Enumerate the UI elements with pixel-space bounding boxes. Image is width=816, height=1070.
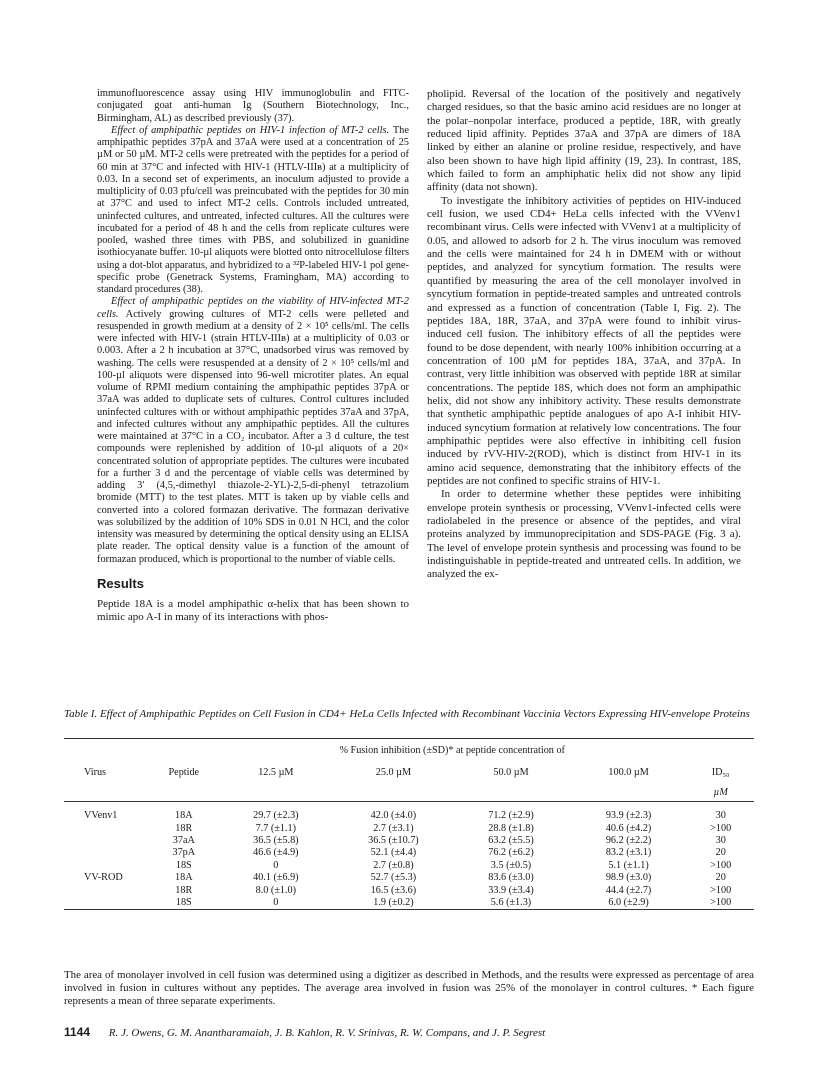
methods-body-infection: The amphipathic peptides 37pA and 37aA were used at a concentration of 25 µM or 50 µM. MT-2 cells were pretreated with the peptides for a period of 60 min at 37°C and infected with HIV-1 (HTLV-IIIʙ) at a multiplicity of 0.03. In a second set of experiments, an inoculum adjusted to provide a multiplicity of 0.03 pfu/cell was preincubated with the peptides for 30 min at 37°C and used to infect MT-2 cells. Controls included untreated, uninfected cultures, and untreated, infected cultures. All the cultures were incubated for a period of 48 h and the cells from replicate cultures were pooled, washed three times with PBS, and solubilized in guanidine isothiocyanate buffer. 10-µl aliquots were blotted onto nitrocellulose filters using a dot-blot apparatus, and hybridized to a ³²P-labeled HIV-1 pol gene-specific probe (Genetrack Systems, Framingham, MA) according to standard procedures (38). [97, 124, 409, 295]
cell-value: 5.1 (±1.1) [608, 859, 649, 871]
table-row [64, 834, 754, 846]
cell-value: 93.9 (±2.3) [605, 810, 652, 822]
table-row [64, 847, 754, 859]
table-header-row [64, 761, 754, 783]
cell-peptide: 18R [175, 884, 193, 896]
cell-value: 0 [273, 896, 279, 908]
cell-value: 2.7 (±0.8) [373, 859, 414, 871]
cell-peptide: 18R [175, 822, 193, 834]
table-row [64, 810, 754, 822]
cell-value: 8.0 (±1.0) [255, 884, 297, 896]
table-row [64, 896, 754, 909]
col-header-conc: 25.0 µM [375, 766, 412, 778]
results-paragraph-1: Peptide 18A is a model amphipathic α-helix that has been shown to mimic apo A-I in many of its interactions with phos- [97, 598, 409, 624]
cell-value: 33.9 (±3.4) [488, 884, 534, 896]
cell-value: 83.6 (±3.0) [488, 872, 534, 884]
cell-value: 98.9 (±3.0) [605, 872, 652, 884]
cell-virus [64, 834, 151, 846]
cell-value: 40.6 (±4.2) [605, 822, 652, 834]
cell-value: 36.5 (±10.7) [368, 834, 419, 846]
table-i [64, 738, 754, 913]
page-number: 1144 [64, 1025, 91, 1039]
methods-body-viability: Actively growing cultures of MT-2 cells were pelleted and resuspended in growth medium at a density of 2 × 10⁵ cells/ml. The cells were infected with HIV-1 (strain HTLV-IIIʙ) at a multiplicity of 0.03 or 0.003. After a 2 h incubation at 37°C, unadsorbed virus was removed by washing. The cells were resuspended at a density of 2 × 10⁵ cells/ml and 100-µl aliquots were dispensed into 96-well microtiter plates. An equal volume of RPMI medium containing the amphipathic peptides 37pA or 37aA was added to duplicate sets of cultures. Control cultures included uninfected cultures with or without amphipathic peptides 37aA and 37pA, and infected cultures without any amphipathic peptides. All the cultures were maintained at 37°C in a CO₂ incubator. After a 3 d culture, the test compounds were replenished by addition of 10-µl aliquots of a 20× concentrated solution of appropriate peptides. The cultures were incubated for a further 3 d and the percentage of viable cells was determined by adding 3′ (4,5,-dimethyl thiazole-2-YL)-2,5-di-phenyl tetrazolium bromide (MTT) to the test plates. MTT is taken up by viable cells and converted into a colored formazan derivative. The formazan derivative was solubilized by the addition of 10% SDS in 0.01 N HCl, and the color intensity was measured by determining the optical density using an ELISA plate reader. The optical density value is a function of the amount of formazan produced, which is proportional to the number of viable cells. [97, 308, 409, 565]
cell-virus [64, 884, 151, 896]
table-footnote: The area of monolayer involved in cell fusion was determined using a digitizer as described in Methods, and the results were expressed as percentage of area involved in fusion in cultures without any peptides. The average area involved in fusion was 25% of the monolayer in control cultures. * Each figure represents a mean of three separate experiments. [64, 969, 754, 1007]
col-header-id50: ID₅₀ [711, 766, 730, 778]
id50-unit: µM [713, 786, 728, 798]
fusion-inhibition-table [64, 738, 754, 913]
cell-virus: VV-ROD [84, 872, 123, 884]
results-paragraph-2: pholipid. Reversal of the location of the positively and negatively charged residues, so that the basic amino acid residues are no longer at the polar–nonpolar interface, produced a peptide, 18R, with greatly reduced lipid affinity. Peptides 37aA and 37pA are dimers of 18A linked by either an alanine or proline residue, respectively, and have also been shown to have high lipid affinity (19, 23). In contrast, 18S, which failed to form an amphiphatic helix did not show any lipid affinity (data not shown). [427, 88, 741, 194]
cell-value: 52.1 (±4.4) [370, 847, 417, 859]
cell-value: 36.5 (±5.8) [253, 834, 299, 846]
table-row [64, 859, 754, 871]
table-row [64, 822, 754, 834]
cell-virus [64, 822, 151, 834]
cell-value: 7.7 (±1.1) [255, 822, 297, 834]
table-caption: Table I. Effect of Amphipathic Peptides on Cell Fusion in CD4+ HeLa Cells Infected with Recombinant Vaccinia Vectors Expressing HIV-envelope Proteins [64, 708, 750, 720]
methods-paragraph-2 [97, 125, 409, 297]
cell-value: 2.7 (±3.1) [373, 822, 414, 834]
cell-value: 1.9 (±0.2) [373, 896, 414, 908]
cell-value: 63.2 (±5.5) [488, 834, 534, 846]
cell-value: 42.0 (±4.0) [370, 810, 417, 822]
right-column [427, 88, 741, 582]
col-header-conc: 50.0 µM [493, 766, 529, 778]
cell-value: 28.8 (±1.8) [488, 822, 534, 834]
table-unit-row [64, 783, 754, 802]
cell-id50: 30 [715, 834, 726, 846]
cell-peptide: 37aA [172, 834, 195, 846]
cell-virus [64, 859, 151, 871]
cell-value: 16.5 (±3.6) [370, 884, 417, 896]
cell-value: 96.2 (±2.2) [605, 834, 652, 846]
cell-id50: >100 [710, 884, 732, 896]
col-header-virus: Virus [84, 766, 107, 778]
cell-peptide: 18A [175, 872, 193, 884]
cell-virus [64, 847, 151, 859]
cell-value: 29.7 (±2.3) [253, 810, 299, 822]
cell-value: 76.2 (±6.2) [488, 847, 534, 859]
methods-paragraph-3 [97, 296, 409, 566]
running-authors: R. J. Owens, G. M. Anantharamaiah, J. B. Kahlon, R. V. Srinivas, R. W. Compans, and J. P. Segrest [108, 1027, 546, 1039]
cell-id50: 20 [715, 872, 726, 884]
cell-id50: >100 [710, 859, 732, 871]
cell-value: 71.2 (±2.9) [488, 810, 534, 822]
cell-peptide: 18S [175, 896, 192, 908]
cell-peptide: 37pA [172, 847, 196, 859]
cell-id50: >100 [710, 822, 732, 834]
cell-id50: >100 [710, 896, 732, 908]
cell-value: 0 [273, 859, 279, 871]
table-header-row-span [64, 739, 754, 762]
span-header: % Fusion inhibition (±SD)* at peptide concentration of [339, 744, 565, 756]
results-heading: Results [97, 575, 144, 591]
cell-value: 83.2 (±3.1) [605, 847, 652, 859]
col-header-conc: 100.0 µM [608, 766, 649, 778]
col-header-peptide: Peptide [168, 766, 200, 778]
cell-peptide: 18S [175, 859, 192, 871]
left-column [97, 88, 409, 625]
results-paragraph-3: To investigate the inhibitory activities of peptides on HIV-induced cell fusion, we used CD4+ HeLa cells infected with the VVenv1 recombinant virus. Cells were infected with VVenv1 at a multiplicity of 0.05, and allowed to adsorb for 2 h. The virus inoculum was removed and the cells were maintained for 24 h in DMEM with or without peptides, and analyzed for syncytium formation. The results were quantified by measuring the area of the cell monolayer involved in syncytium formation in peptide-treated samples and untreated controls and expressed as a function of concentration (Table I, Fig. 2). The peptides 18A, 18R, 37aA, and 37pA were found to inhibit virus-induced cell fusion. The inhibitory effects of all the peptides were found to be dose dependent, with nearly 100% inhibition occurring at a concentration of 100 µM for peptides 18A, 37aA, and 37pA. In contrast, very little inhibition was observed with peptide 18R at similar concentrations. The peptide 18S, which does not form an amphipathic helix, did not show any inhibitory activity. These results demonstrate that synthetic amphipathic peptide analogues of apo A-I inhibit HIV-induced syncytium formation at relatively low concentrations. The four amphipathic peptides were also effective in inhibiting cell fusion induced by rVV-HIV-2(ROD), which is distinct from HIV-1 in its amino acid sequence, demonstrating that the inhibitory effects of the peptides are not confined to specific strains of HIV-1. [427, 194, 741, 487]
cell-value: 52.7 (±5.3) [370, 872, 417, 884]
cell-value: 5.6 (±1.3) [490, 896, 532, 908]
methods-subheading-viability: Effect of amphipathic peptides on the viability of HIV-infected MT-2 cells. [97, 296, 409, 320]
methods-paragraph-1: immunofluorescence assay using HIV immunoglobulin and FITC-conjugated goat anti-human Ig (Southern Biotechnology, Inc., Birmingham, AL) as described previously (37). [97, 88, 409, 124]
cell-value: 6.0 (±2.9) [608, 896, 649, 908]
cell-value: 46.6 (±4.9) [253, 847, 299, 859]
cell-value: 40.1 (±6.9) [253, 872, 299, 884]
cell-id50: 30 [715, 810, 726, 822]
methods-subheading-infection: Effect of amphipathic peptides on HIV-1 infection of MT-2 cells. [111, 124, 390, 136]
cell-value: 44.4 (±2.7) [605, 884, 652, 896]
cell-virus [64, 896, 151, 909]
cell-virus: VVenv1 [84, 810, 118, 822]
cell-id50: 20 [715, 847, 726, 859]
table-row [64, 884, 754, 896]
cell-value: 3.5 (±0.5) [490, 859, 532, 871]
col-header-conc: 12.5 µM [258, 766, 294, 778]
page-footer [64, 1025, 754, 1039]
results-paragraph-4: In order to determine whether these peptides were inhibiting envelope protein synthesis or processing, VVenv1-infected cells were radiolabeled in the presence or absence of the peptides, and viral proteins analyzed by immunoprecipitation and SDS-PAGE (Fig. 3 a). The level of envelope protein synthesis and processing was found to be indistinguishable in peptide-treated and untreated cells. In addition, we analyzed the ex- [427, 488, 741, 581]
table-row [64, 871, 754, 883]
cell-peptide: 18A [175, 810, 193, 822]
